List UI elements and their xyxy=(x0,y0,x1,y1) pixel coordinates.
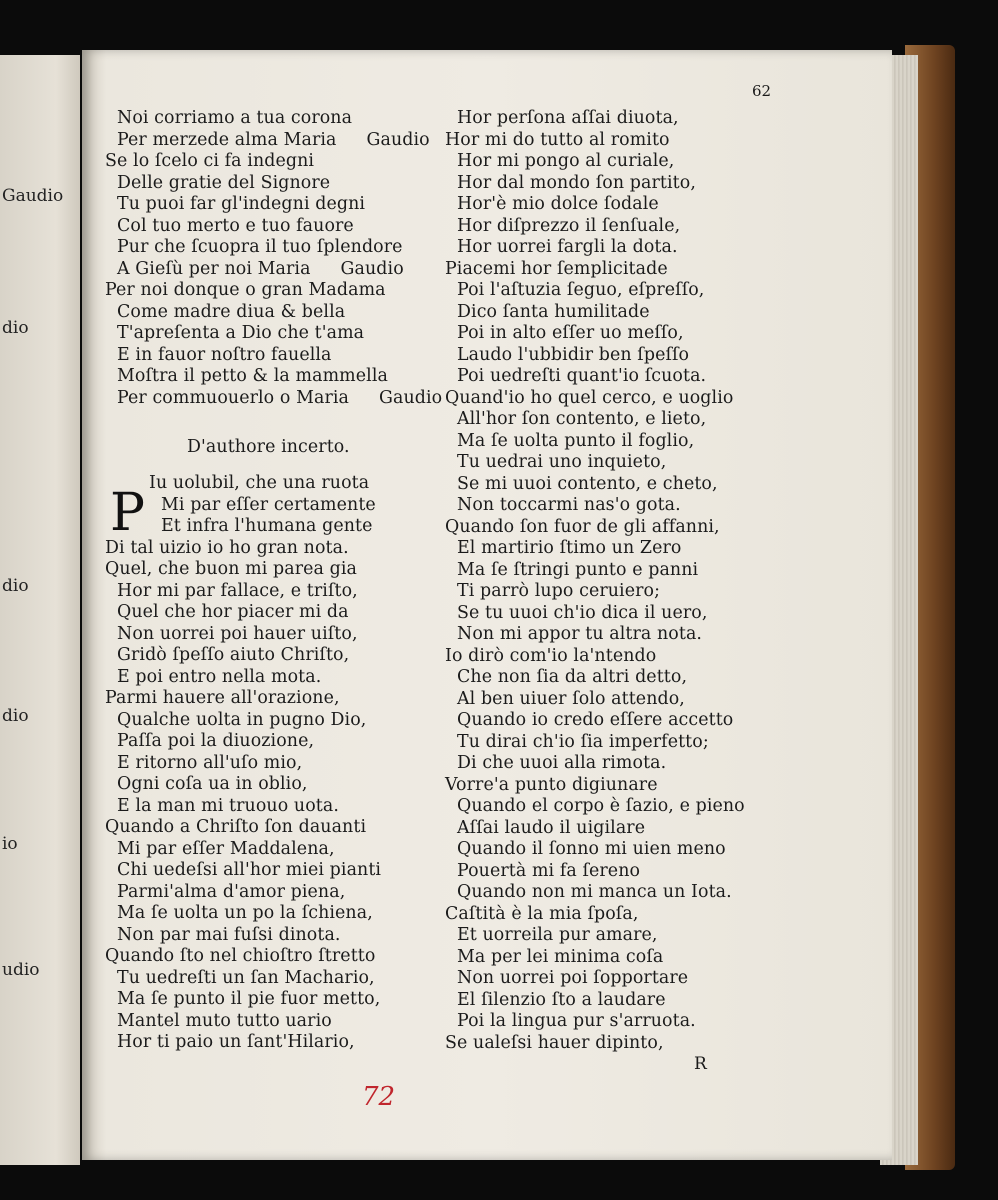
verse-line xyxy=(445,581,755,603)
verse-line xyxy=(445,237,755,259)
verse-text: Tu uedrai uno inquieto, xyxy=(457,452,667,472)
verse-text: Non par mai fuſsi dinota. xyxy=(117,924,341,945)
verse-line xyxy=(105,925,445,947)
verse-line xyxy=(105,345,445,367)
verse-text: All'hor ſon contento, e lieto, xyxy=(457,409,707,429)
verse-text: E poi entro nella mota. xyxy=(117,666,322,687)
verse-text: E la man mi truouo uota. xyxy=(117,795,339,816)
verse-line xyxy=(105,753,445,775)
verse-text: Tu uedreſti un ſan Machario, xyxy=(117,967,375,988)
verse-text: Dico ſanta humilitade xyxy=(457,301,650,322)
verse-line xyxy=(445,409,755,431)
verse-line xyxy=(105,538,445,560)
verse-line xyxy=(105,559,445,581)
verse-text: El ſilenzio ſto a laudare xyxy=(457,989,666,1010)
verse-line xyxy=(105,388,445,410)
verse-line xyxy=(445,560,755,582)
verse-text: Ma per lei minima coſa xyxy=(457,946,664,967)
verse-text: Quel che hor piacer mi da xyxy=(117,602,349,622)
verse-text: Non mi appor tu altra nota. xyxy=(457,624,703,644)
verse-text: Quando ſto nel chioſtro ſtretto xyxy=(105,946,376,966)
verse-line xyxy=(445,904,755,926)
stanza-spacer xyxy=(105,463,445,473)
verse-text: Al ben uiuer ſolo attendo, xyxy=(457,688,685,709)
verse-text: Qualche uolta in pugno Dio, xyxy=(117,709,367,730)
left-page-fragment: dio xyxy=(2,318,29,338)
verse-line xyxy=(105,817,445,839)
verse-line xyxy=(445,280,755,302)
verse-text: Per merzede alma Maria xyxy=(117,129,337,150)
verse-line xyxy=(445,130,755,152)
verse-line xyxy=(445,108,755,130)
verse-line xyxy=(445,345,755,367)
verse-line xyxy=(105,473,445,495)
verse-text: Quando ſon fuor de gli affanni, xyxy=(445,516,720,537)
verse-line xyxy=(105,280,445,302)
verse-text: Delle gratie del Signore xyxy=(117,172,331,193)
verse-text: Poi in alto eſſer uo meſſo, xyxy=(457,323,684,343)
verse-line xyxy=(445,452,755,474)
refrain-cue: Gaudio xyxy=(366,129,430,150)
text-column-left xyxy=(105,108,445,1054)
verse-line xyxy=(105,237,445,259)
verse-text: Poi uedreſti quant'io ſcuota. xyxy=(457,366,707,386)
verse-line xyxy=(105,882,445,904)
verse-line xyxy=(105,1011,445,1033)
verse-text: Hor ti paio un ſant'Hilario, xyxy=(117,1032,355,1052)
verse-line xyxy=(445,323,755,345)
verse-line xyxy=(105,710,445,732)
verse-text: T'apreſenta a Dio che t'ama xyxy=(117,323,365,343)
verse-line xyxy=(105,968,445,990)
verse-text: El martirio ſtimo un Zero xyxy=(457,538,682,558)
verse-line xyxy=(445,495,755,517)
verse-text: A Gieſù per noi Maria xyxy=(117,258,311,279)
verse-line xyxy=(105,645,445,667)
verse-line xyxy=(105,366,445,388)
verse-text: Vorre'a punto digiunare xyxy=(445,774,658,795)
verse-line xyxy=(105,516,445,538)
verse-line xyxy=(105,1032,445,1054)
verse-line xyxy=(445,947,755,969)
verse-text: Se ualeſsi hauer dipinto, xyxy=(445,1032,664,1053)
verse-line xyxy=(445,431,755,453)
verse-text: Hor perſona aſſai diuota, xyxy=(457,108,679,128)
left-page-fragment: io xyxy=(2,834,18,854)
verse-line xyxy=(445,173,755,195)
verse-text: Quando non mi manca un Iota. xyxy=(457,882,732,902)
verse-line xyxy=(105,688,445,710)
verse-text: Pouertà mi fa ſereno xyxy=(457,860,641,881)
refrain-cue: Gaudio xyxy=(340,258,404,279)
verse-line xyxy=(105,860,445,882)
verse-line xyxy=(445,861,755,883)
verse-text: Quand'io ho quel cerco, e uoglio xyxy=(445,387,734,408)
verse-text: Di che uuoi alla rimota. xyxy=(457,753,667,773)
verse-line xyxy=(445,968,755,990)
verse-line xyxy=(445,388,755,410)
verse-text: Caſtità è la mia ſpoſa, xyxy=(445,903,639,924)
verse-line xyxy=(105,989,445,1011)
verse-line xyxy=(445,775,755,797)
verse-text: Quando el corpo è ſazio, e pieno xyxy=(457,796,745,816)
verse-line xyxy=(445,538,755,560)
verse-text: Laudo l'ubbidir ben ſpeſſo xyxy=(457,344,690,365)
verse-line xyxy=(445,1033,755,1055)
verse-line xyxy=(445,603,755,625)
verse-text: Ma ſe uolta punto il foglio, xyxy=(457,430,695,451)
verse-text: Che non ſia da altri detto, xyxy=(457,667,688,687)
verse-line xyxy=(445,990,755,1012)
verse-line xyxy=(445,839,755,861)
verse-line xyxy=(105,495,445,517)
verse-text: Per noi donque o gran Madama xyxy=(105,280,386,300)
verse-text: E in fauor noſtro fauella xyxy=(117,344,332,365)
verse-text: Quel, che buon mi parea gia xyxy=(105,559,358,579)
verse-text: Paſſa poi la diuozione, xyxy=(117,731,315,751)
poem-heading: D'authore incerto. xyxy=(187,437,350,457)
page-number: 62 xyxy=(752,82,772,100)
signature-mark: R xyxy=(694,1054,707,1074)
left-page-fragment: dio xyxy=(2,706,29,726)
verse-line xyxy=(445,194,755,216)
verse-line xyxy=(105,839,445,861)
verse-text: Pur che ſcuopra il tuo ſplendore xyxy=(117,237,403,257)
verse-line xyxy=(445,216,755,238)
verse-text: Mi par eſſer Maddalena, xyxy=(117,838,335,859)
verse-text: Parmi hauere all'orazione, xyxy=(105,688,340,708)
verse-line xyxy=(445,732,755,754)
text-column-right xyxy=(445,108,755,1054)
verse-text: Di tal uizio io ho gran nota. xyxy=(105,537,349,558)
left-page-fragment: dio xyxy=(2,576,29,596)
verse-text: Chi uedeſsi all'hor miei pianti xyxy=(117,860,382,880)
verse-text: Ma ſe uolta un po la ſchiena, xyxy=(117,903,373,923)
verse-line xyxy=(445,689,755,711)
verse-line xyxy=(445,259,755,281)
verse-text: Hor mi pongo al curiale, xyxy=(457,151,675,171)
verse-text: Quando il ſonno mi uien meno xyxy=(457,839,726,859)
verse-line xyxy=(105,173,445,195)
verse-line xyxy=(445,151,755,173)
verse-text: Parmi'alma d'amor piena, xyxy=(117,881,346,902)
facing-left-page xyxy=(0,55,80,1165)
verse-line xyxy=(105,259,445,281)
verse-line xyxy=(105,581,445,603)
verse-line xyxy=(105,796,445,818)
verse-text: Hor diſprezzo il ſenſuale, xyxy=(457,215,681,236)
verse-text: Per commuouerlo o Maria xyxy=(117,387,349,408)
verse-line xyxy=(105,602,445,624)
verse-line xyxy=(445,1011,755,1033)
verse-text: Hor mi do tutto al romito xyxy=(445,129,670,150)
left-page-fragment: udio xyxy=(2,960,40,980)
verse-text: Non uorrei poi hauer uiſto, xyxy=(117,623,358,644)
verse-text: Poi l'aſtuzia ſeguo, eſpreſſo, xyxy=(457,280,705,300)
verse-text: Mi par eſſer certamente xyxy=(161,494,376,515)
verse-line xyxy=(105,903,445,925)
verse-line xyxy=(105,302,445,324)
verse-line xyxy=(105,108,445,130)
verse-text: Noi corriamo a tua corona xyxy=(117,108,353,128)
verse-line xyxy=(445,366,755,388)
verse-line xyxy=(445,302,755,324)
drop-cap: P xyxy=(110,483,145,543)
verse-text: Iu uolubil, che una ruota xyxy=(149,473,370,493)
verse-text: Ogni coſa ua in oblio, xyxy=(117,774,308,794)
verse-text: Come madre diua & bella xyxy=(117,301,346,322)
verse-text: Hor mi par fallace, e triſto, xyxy=(117,580,358,601)
verse-text: Tu puoi far gl'indegni degni xyxy=(117,194,366,214)
verse-line xyxy=(445,624,755,646)
verse-text: Gridò ſpeſſo aiuto Chriſto, xyxy=(117,645,350,665)
verse-line xyxy=(105,774,445,796)
verse-text: Quando a Chriſto ſon dauanti xyxy=(105,817,367,837)
verse-text: Ma ſe ſtringi punto e panni xyxy=(457,559,699,580)
verse-line xyxy=(105,194,445,216)
verse-text: Et infra l'humana gente xyxy=(161,516,373,536)
verse-text: Io dirò com'io la'ntendo xyxy=(445,645,657,666)
verse-text: Mantel muto tutto uario xyxy=(117,1010,332,1031)
verse-text: Se lo ſcelo ci fa indegni xyxy=(105,151,315,171)
verse-line xyxy=(445,710,755,732)
verse-text: Non toccarmi nas'o gota. xyxy=(457,495,681,515)
folio-annotation: 72 xyxy=(362,1082,396,1112)
verse-text: Col tuo merto e tuo fauore xyxy=(117,215,354,236)
verse-text: Et uorreila pur amare, xyxy=(457,925,658,945)
verse-text: Ma ſe punto il pie fuor metto, xyxy=(117,989,381,1009)
verse-text: Se tu uuoi ch'io dica il uero, xyxy=(457,602,708,623)
verse-line xyxy=(445,925,755,947)
verse-line xyxy=(445,753,755,775)
verse-text: Se mi uuoi contento, e cheto, xyxy=(457,473,718,494)
verse-line xyxy=(445,796,755,818)
verse-line xyxy=(105,946,445,968)
verse-line xyxy=(105,323,445,345)
verse-line xyxy=(105,667,445,689)
verse-line xyxy=(105,130,445,152)
verse-text: Hor'è mio dolce ſodale xyxy=(457,194,659,214)
verse-line xyxy=(445,882,755,904)
verse-line xyxy=(445,474,755,496)
verse-text: Piacemi hor ſemplicitade xyxy=(445,258,668,279)
verse-text: Quando io credo eſſere accetto xyxy=(457,710,734,730)
verse-line xyxy=(105,624,445,646)
verse-line xyxy=(105,731,445,753)
verse-text: E ritorno all'uſo mio, xyxy=(117,752,303,773)
verse-line xyxy=(445,667,755,689)
verse-text: Moſtra il petto & la mammella xyxy=(117,366,388,386)
refrain-cue: Gaudio xyxy=(379,387,443,408)
verse-text: Poi la lingua pur s'arruota. xyxy=(457,1011,696,1031)
verse-line xyxy=(445,517,755,539)
verse-text: Hor uorrei fargli la dota. xyxy=(457,237,678,257)
verse-text: Tu dirai ch'io ſia imperfetto; xyxy=(457,731,709,752)
verse-line xyxy=(105,216,445,238)
verse-text: Ti parrò lupo ceruiero; xyxy=(457,581,661,601)
verse-text: Non uorrei poi ſopportare xyxy=(457,968,689,988)
verse-text: Aſſai laudo il uigilare xyxy=(457,817,646,838)
verse-line xyxy=(445,818,755,840)
left-page-fragment: Gaudio xyxy=(2,186,64,206)
verse-text: Hor dal mondo ſon partito, xyxy=(457,172,696,193)
verse-line xyxy=(445,646,755,668)
verse-line xyxy=(105,151,445,173)
